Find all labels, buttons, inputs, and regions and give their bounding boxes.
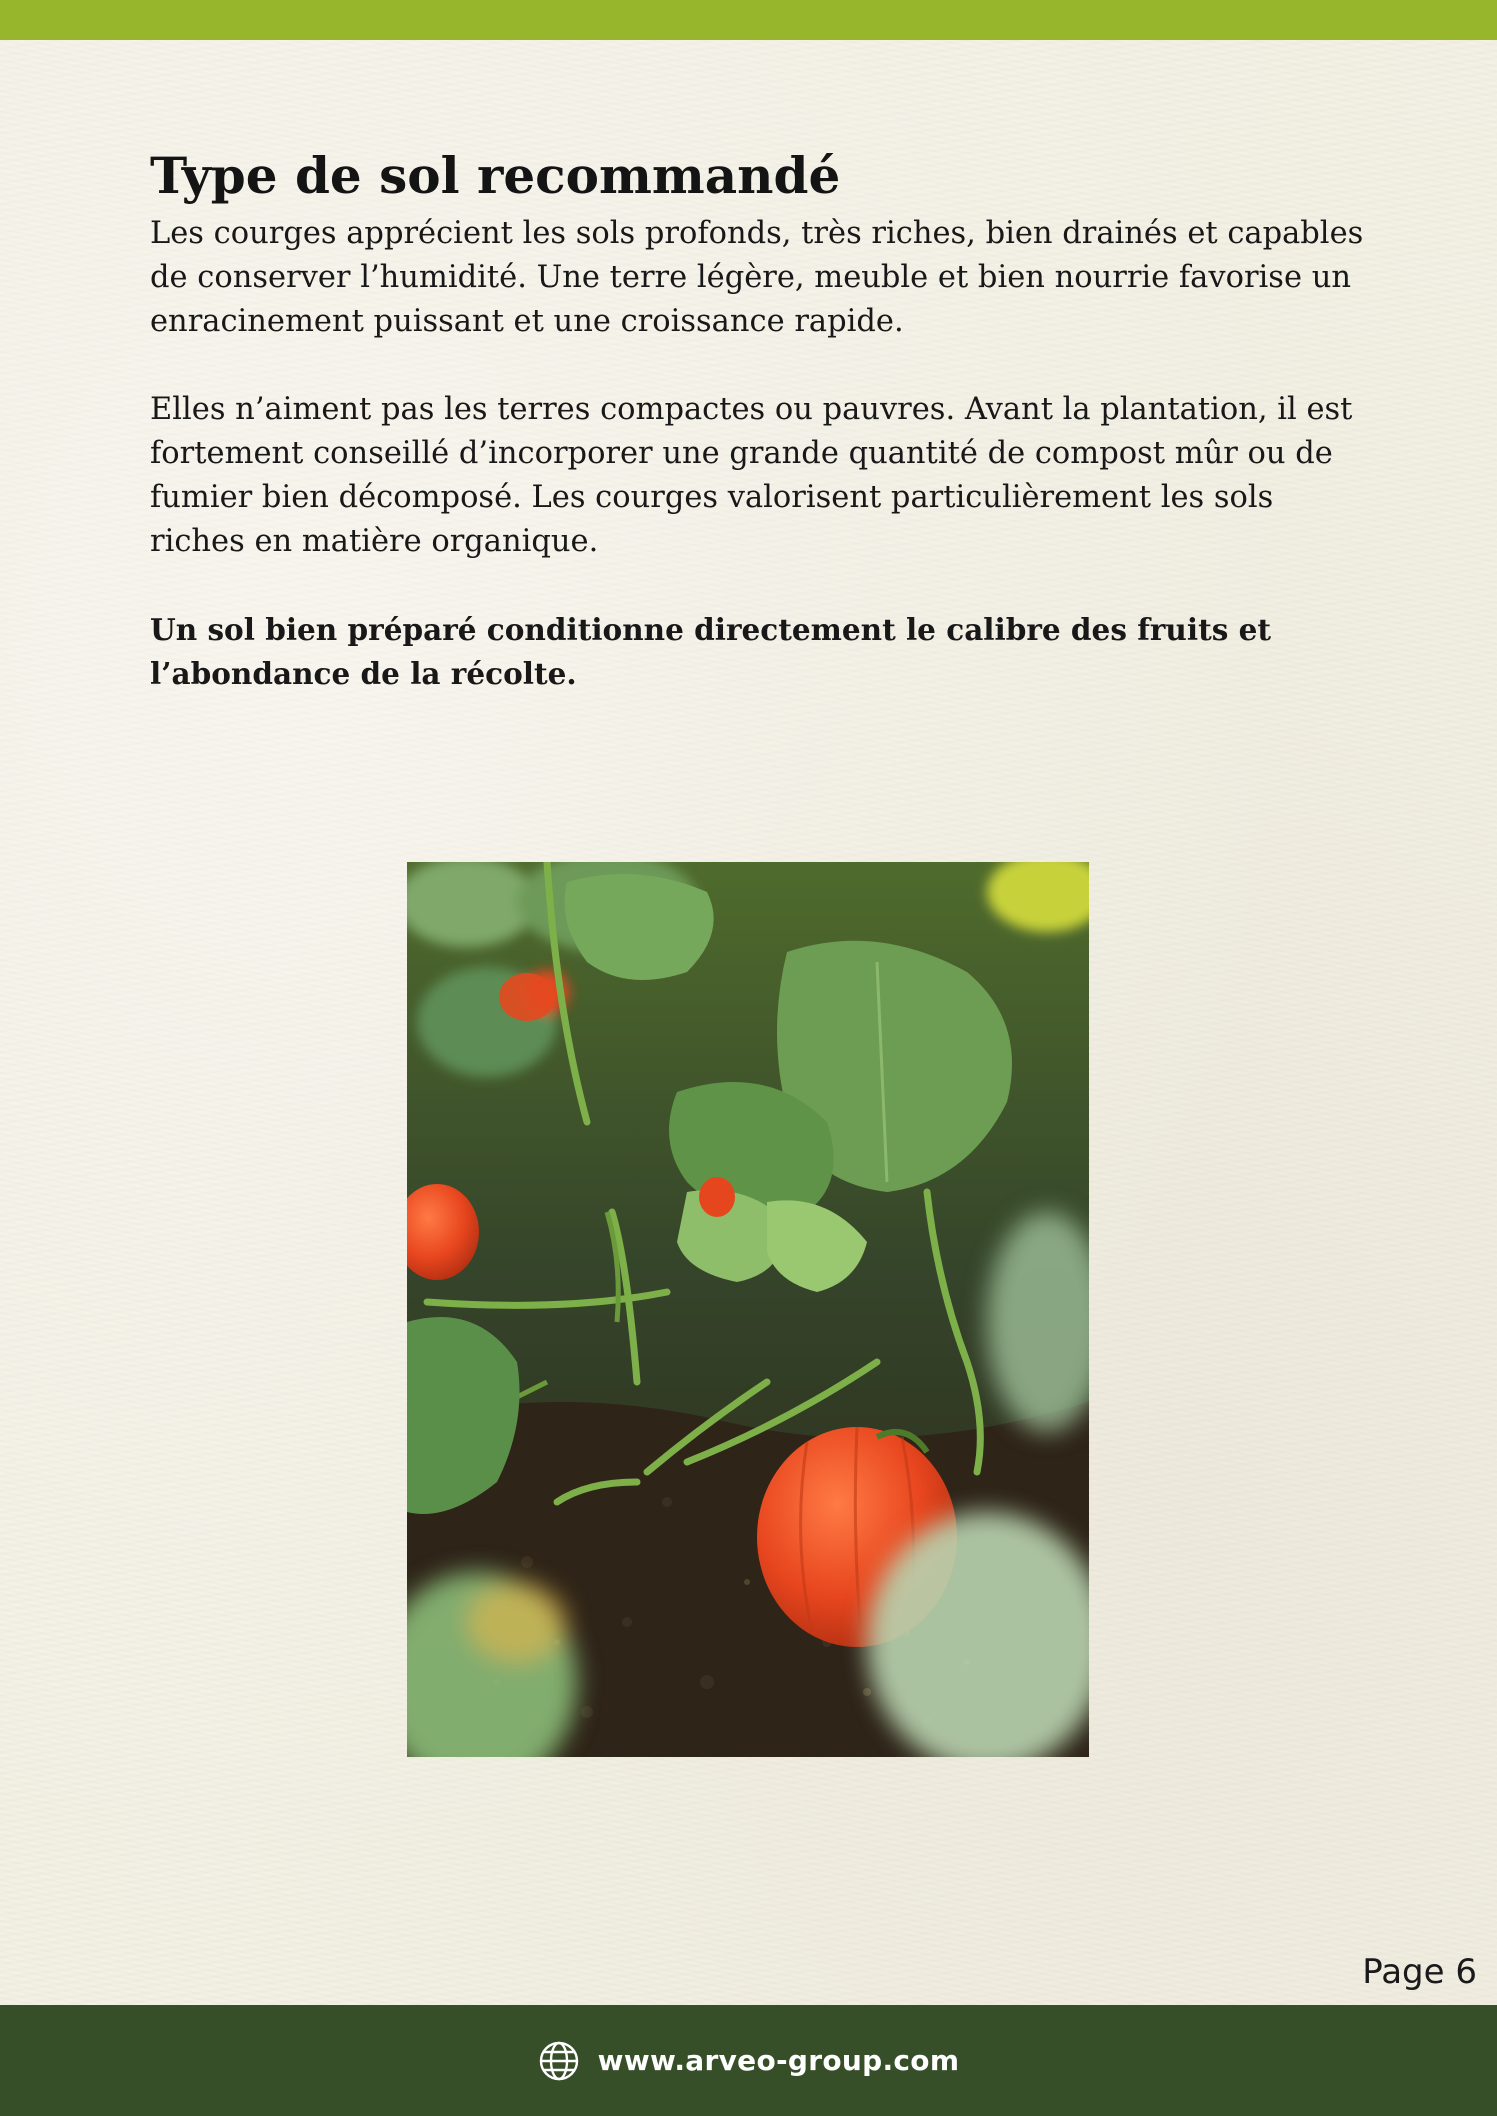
footer-bar [0,2005,1497,2116]
paragraph-soil-preference: Les courges apprécient les sols profonds, très riches, bien drainés et capables de conserver l’humidité. Une terre légère, meuble et bien nourrie favorise un enracinement puissant et une croissance rapide. [150,216,1364,339]
pumpkin-garden-photo [407,862,1089,1757]
website-link[interactable]: www.arveo-group.com [597,2044,960,2077]
paragraph-soil-preparation: Elles n’aiment pas les terres compactes ou pauvres. Avant la plantation, il est fortement conseillé d’incorporer une grande quantité de compost mûr ou de fumier bien décomposé. Les courges valorisent particulièrement les sols riches en matière organique. [150,392,1353,559]
top-accent-bar [0,0,1497,40]
paragraph-emphasis: Un sol bien préparé conditionne directement le calibre des fruits et l’abondance de la récolte. [150,612,1271,691]
page-number: Page 6 [1362,1952,1477,1992]
content-section [150,140,1370,696]
section-title: Type de sol recommandé [150,146,841,205]
globe-icon [538,2040,580,2082]
